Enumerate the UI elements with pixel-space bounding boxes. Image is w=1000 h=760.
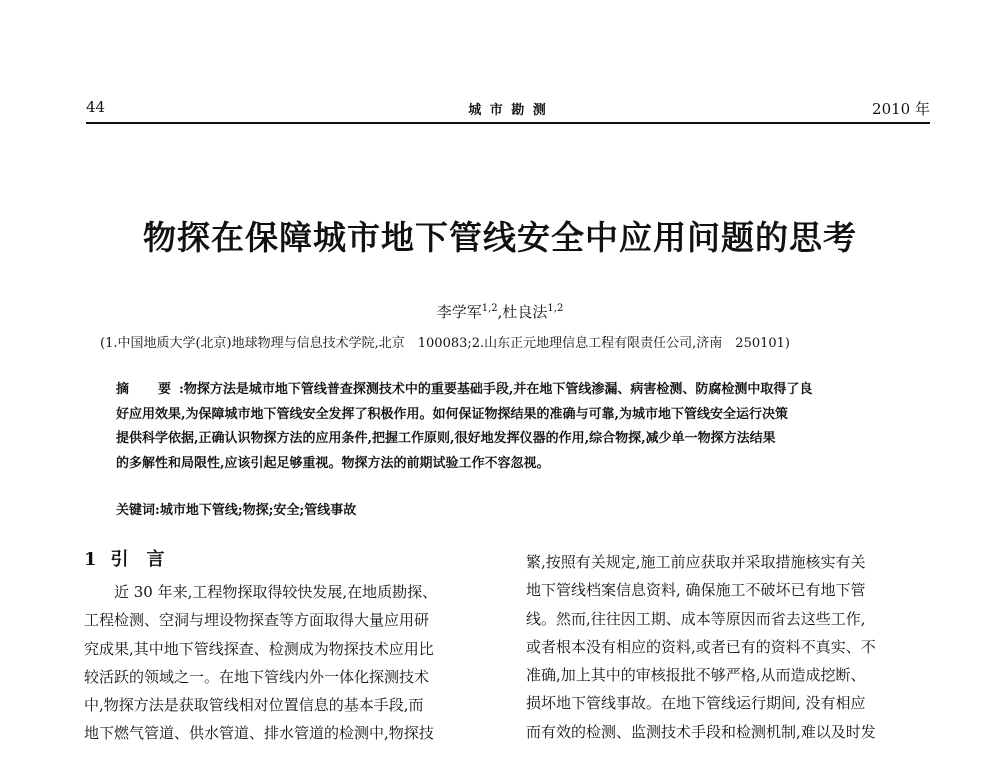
body-line: 而有效的检测、监测技术手段和检测机制,难以及时发 xyxy=(526,722,876,741)
body-column-left xyxy=(84,548,494,748)
body-line: 较活跃的领域之一。在地下管线内外一体化探测技术 xyxy=(84,667,430,686)
body-column-right xyxy=(526,548,936,746)
keywords-label: 关键词 xyxy=(116,503,156,518)
body-line: 地下燃气管道、供水管道、排水管道的检测中,物探技 xyxy=(84,724,434,743)
keywords xyxy=(116,499,912,518)
body-line: 地下管线档案信息资料, 确保施工不破坏已有地下管 xyxy=(526,581,866,600)
section-heading xyxy=(84,548,494,578)
body-line: 中,物探方法是获取管线相对位置信息的基本手段,而 xyxy=(84,696,424,715)
journal-name: 城 市 勘 测 xyxy=(468,103,548,118)
abstract-line: 好应用效果,为保障城市地下管线安全发挥了积极作用。如何保证物探结果的准确与可靠,为城市地下管线安全运行决策 xyxy=(116,406,789,422)
body-line: 或者根本没有相应的资料,或者已有的资料不真实、不 xyxy=(526,637,876,656)
section-title: 引 言 xyxy=(110,549,165,570)
header-rule xyxy=(86,122,930,124)
author-separator: , xyxy=(497,303,503,321)
body-line: 究成果,其中地下管线探查、检测成为物探技术应用比 xyxy=(84,639,434,658)
publication-year: 2010 年 xyxy=(872,100,930,118)
body-line: 繁,按照有关规定,施工前应获取并采取措施核实有关 xyxy=(526,553,866,571)
abstract-line: 提供科学依据,正确认识物探方法的应用条件,把握工作原则,很好地发挥仪器的作用,综合物探,减少单一物探方法结果 xyxy=(116,431,776,446)
author-affil-mark: 1,2 xyxy=(547,303,564,314)
abstract-line: 的多解性和局限性,应该引起足够重视。物探方法的前期试验工作不容忽视。 xyxy=(116,455,550,471)
paper-title: 物探在保障城市地下管线安全中应用问题的思考 xyxy=(143,218,857,257)
keywords-text: :城市地下管线;物探;安全;管线事故 xyxy=(155,503,357,518)
body-line: 近 30 年来,工程物探取得较快发展,在地质勘探、 xyxy=(114,583,438,601)
affiliations: (1.中国地质大学(北京)地球物理与信息技术学院,北京 100083;2.山东正元地理信息工程有限责任公司,济南 250101) xyxy=(100,336,790,351)
abstract xyxy=(116,378,912,476)
body-line: 工程检测、空洞与埋设物探查等方面取得大量应用研 xyxy=(84,611,430,630)
abstract-label: 摘 要 xyxy=(116,382,180,397)
author-affil-mark: 1,2 xyxy=(481,303,498,314)
abstract-line: 摘 要:物探方法是城市地下管线普查探测技术中的重要基础手段,并在地下管线渗漏、病害检测、防腐检测中取得了良 xyxy=(116,382,813,397)
body-line: 准确,加上其中的审核报批不够严格,从而造成挖断、 xyxy=(526,666,866,685)
body-line: 线。然而,往往因工期、成本等原因而省去这些工作, xyxy=(526,609,866,628)
running-header xyxy=(86,98,930,122)
author-name: 李学军 xyxy=(436,303,482,321)
author-name: 杜良法 xyxy=(502,303,548,321)
author-line xyxy=(0,301,1000,322)
body-line: 损坏地下管线事故。在地下管线运行期间, 没有相应 xyxy=(526,694,866,713)
section-number: 1 xyxy=(84,549,97,570)
page-number: 44 xyxy=(86,98,106,116)
